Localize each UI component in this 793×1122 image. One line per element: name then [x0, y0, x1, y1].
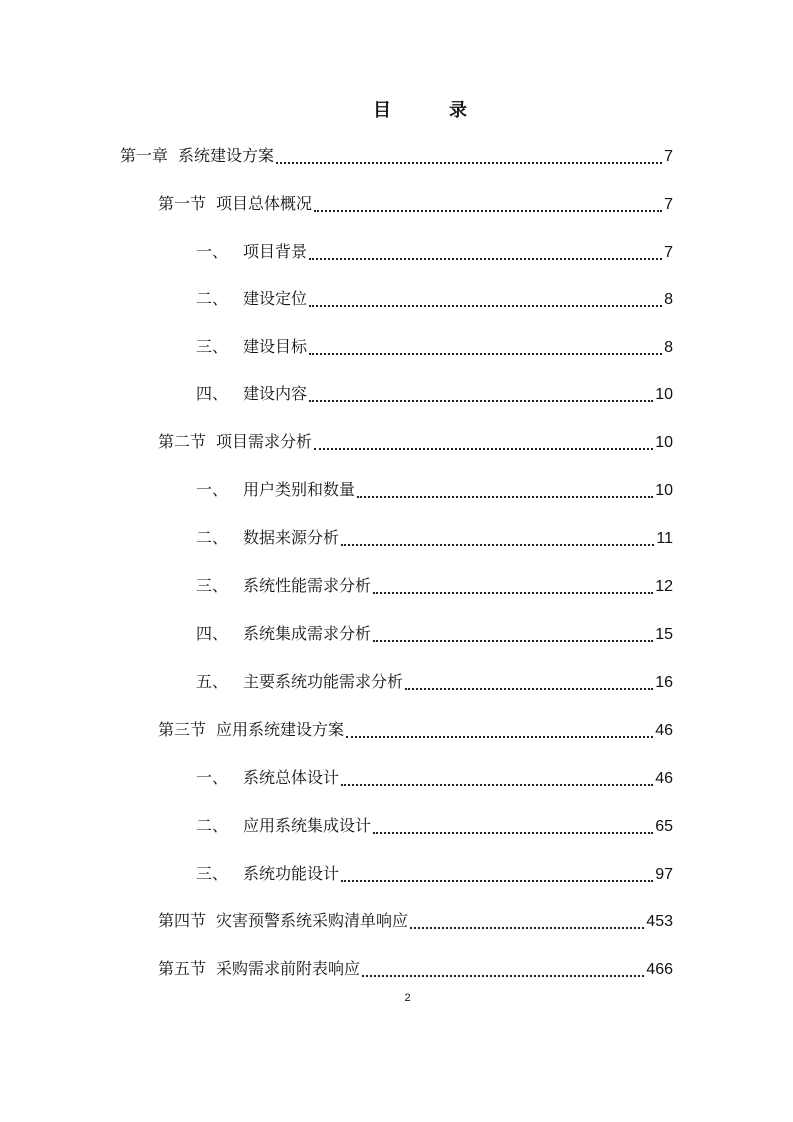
toc-entry-label: 采购需求前附表响应: [216, 961, 361, 978]
toc-entry-prefix: 第四节: [158, 913, 207, 930]
toc-entry-label: 系统集成需求分析: [243, 626, 372, 643]
toc-entry-section[interactable]: [158, 957, 673, 983]
toc-entry-label: 灾害预警系统采购清单响应: [216, 913, 409, 930]
toc-entry-subsection[interactable]: [196, 240, 673, 266]
toc-entry-prefix: 三、: [196, 866, 229, 883]
toc-entry-page: 7: [664, 244, 673, 261]
toc-entry-page: 97: [655, 866, 673, 883]
toc-entry-prefix: 第一章: [120, 148, 169, 165]
toc-entry-prefix: 二、: [196, 291, 229, 308]
toc-entry-page: 65: [655, 818, 673, 835]
toc-entry-subsection[interactable]: [196, 382, 673, 408]
toc-entry-subsection[interactable]: [196, 670, 673, 696]
toc-entry-chapter[interactable]: [120, 144, 673, 170]
toc-entry-page: 7: [664, 196, 673, 213]
toc-entry-section[interactable]: [158, 909, 673, 935]
toc-entry-subsection[interactable]: [196, 766, 673, 792]
toc-entry-prefix: 二、: [196, 818, 229, 835]
toc-entry-prefix: 四、: [196, 626, 229, 643]
toc-entry-page: 11: [656, 530, 673, 547]
dot-leader: [373, 814, 653, 840]
toc-entry-label: 数据来源分析: [243, 530, 340, 547]
toc-entry-label: 项目总体概况: [216, 196, 313, 213]
toc-entry-prefix: 第五节: [158, 961, 207, 978]
toc-entry-page: 15: [655, 626, 673, 643]
toc-entry-label: 系统总体设计: [243, 770, 340, 787]
dot-leader: [346, 718, 653, 744]
dot-leader: [309, 382, 653, 408]
toc-entry-section[interactable]: [158, 192, 673, 218]
page-number: 2: [404, 992, 411, 1004]
toc-entry-subsection[interactable]: [196, 335, 673, 361]
toc-entry-page: 10: [655, 386, 673, 403]
toc-entry-page: 10: [655, 434, 673, 451]
toc-entry-label: 建设定位: [243, 291, 308, 308]
dot-leader: [341, 526, 654, 552]
toc-entry-label: 建设目标: [243, 339, 308, 356]
dot-leader: [314, 192, 662, 218]
toc-entry-page: 7: [664, 148, 673, 165]
dot-leader: [341, 766, 653, 792]
toc-entry-label: 系统建设方案: [178, 148, 275, 165]
toc-entry-prefix: 一、: [196, 770, 229, 787]
toc-entry-subsection[interactable]: [196, 622, 673, 648]
toc-entry-label: 主要系统功能需求分析: [243, 674, 404, 691]
dot-leader: [357, 478, 653, 504]
toc-entry-prefix: 三、: [196, 339, 229, 356]
toc-entry-label: 项目需求分析: [216, 434, 313, 451]
toc-entry-label: 应用系统建设方案: [216, 722, 345, 739]
toc-entry-prefix: 第二节: [158, 434, 207, 451]
toc-entry-subsection[interactable]: [196, 526, 673, 552]
toc-entry-page: 16: [655, 674, 673, 691]
toc-entry-label: 建设内容: [243, 386, 308, 403]
toc-entry-page: 8: [664, 291, 673, 308]
toc-entry-prefix: 一、: [196, 244, 229, 261]
toc-entry-subsection[interactable]: [196, 478, 673, 504]
dot-leader: [309, 335, 662, 361]
toc-entry-subsection[interactable]: [196, 814, 673, 840]
dot-leader: [410, 909, 644, 935]
toc-entry-subsection[interactable]: [196, 287, 673, 313]
dot-leader: [373, 574, 653, 600]
toc-entry-label: 项目背景: [243, 244, 308, 261]
page-title: 目 录: [373, 100, 487, 120]
toc-entry-label: 系统性能需求分析: [243, 578, 372, 595]
toc-entry-page: 453: [646, 913, 673, 930]
toc-entry-page: 8: [664, 339, 673, 356]
dot-leader: [373, 622, 653, 648]
toc-entry-prefix: 三、: [196, 578, 229, 595]
dot-leader: [405, 670, 653, 696]
toc-entry-subsection[interactable]: [196, 574, 673, 600]
toc-entry-subsection[interactable]: [196, 862, 673, 888]
dot-leader: [341, 862, 653, 888]
dot-leader: [276, 144, 662, 170]
dot-leader: [362, 957, 644, 983]
toc-entry-section[interactable]: [158, 718, 673, 744]
toc-entry-prefix: 四、: [196, 386, 229, 403]
toc-entry-page: 10: [655, 482, 673, 499]
toc-entry-page: 46: [655, 770, 673, 787]
toc-entry-prefix: 第一节: [158, 196, 207, 213]
toc-entry-prefix: 二、: [196, 530, 229, 547]
toc-entry-prefix: 第三节: [158, 722, 207, 739]
dot-leader: [309, 240, 662, 266]
toc-entry-prefix: 五、: [196, 674, 229, 691]
toc-entry-page: 46: [655, 722, 673, 739]
toc-entry-label: 系统功能设计: [243, 866, 340, 883]
toc-entry-label: 用户类别和数量: [243, 482, 356, 499]
dot-leader: [314, 430, 653, 456]
toc-entry-prefix: 一、: [196, 482, 229, 499]
dot-leader: [309, 287, 662, 313]
toc-entry-section[interactable]: [158, 430, 673, 456]
toc-entry-label: 应用系统集成设计: [243, 818, 372, 835]
toc-entry-page: 466: [646, 961, 673, 978]
toc-entry-page: 12: [655, 578, 673, 595]
